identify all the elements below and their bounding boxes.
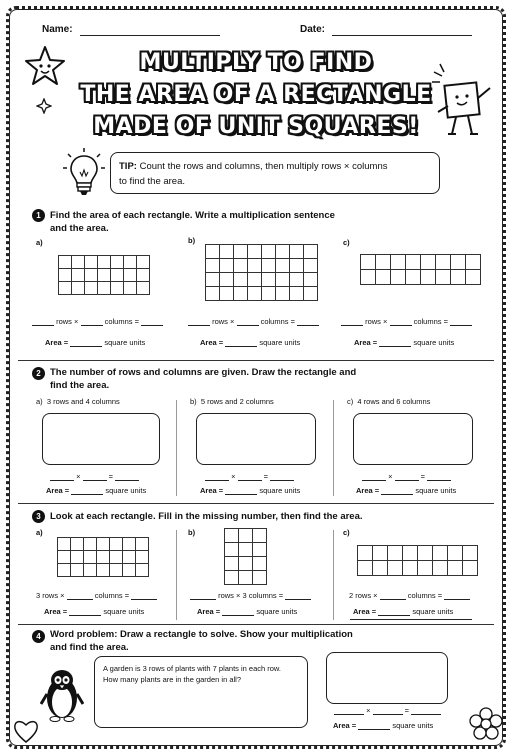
unit-square: [225, 529, 239, 543]
star-mascot-icon: [22, 44, 68, 88]
section-3c-sentence: 2 rows × columns =: [349, 591, 470, 600]
unit-square: [253, 543, 267, 557]
flower-icon: [468, 706, 504, 742]
drawing-box-2b[interactable]: [196, 413, 316, 465]
lightbulb-icon: [62, 146, 106, 200]
unit-square: [124, 282, 137, 295]
unit-square: [124, 269, 137, 282]
column-separator: [176, 530, 177, 620]
unit-square: [304, 259, 318, 273]
unit-square: [59, 269, 72, 282]
underline: [350, 619, 472, 620]
section-1b-area: Area = square units: [200, 338, 301, 347]
unit-square: [433, 561, 448, 576]
sparkle-icon: [36, 98, 52, 114]
drawing-box-2c[interactable]: [353, 413, 473, 465]
unit-square: [376, 255, 391, 270]
unit-square: [225, 543, 239, 557]
unit-square: [361, 255, 376, 270]
section-1b-letter: b): [188, 236, 196, 245]
unit-square: [97, 564, 110, 577]
date-field[interactable]: [332, 35, 472, 36]
unit-square: [421, 255, 436, 270]
unit-square: [111, 269, 124, 282]
unit-square: [123, 538, 136, 551]
square-mascot-icon: [430, 62, 496, 144]
unit-square: [403, 561, 418, 576]
unit-square: [290, 273, 304, 287]
date-label: Date:: [300, 24, 326, 35]
heart-icon: [12, 718, 40, 744]
unit-square: [220, 287, 234, 301]
unit-square: [262, 287, 276, 301]
divider: [18, 360, 494, 361]
unit-square: [234, 287, 248, 301]
unit-square: [406, 270, 421, 285]
unit-square: [206, 259, 220, 273]
section-2-number: 2: [32, 367, 45, 380]
section-4-number: 4: [32, 630, 45, 643]
section-3b-sentence: rows × 3 columns =: [190, 591, 311, 600]
unit-square: [71, 538, 84, 551]
unit-square: [137, 269, 150, 282]
section-1a-sentence: rows × columns =: [32, 317, 163, 326]
unit-square: [239, 557, 253, 571]
unit-square: [84, 538, 97, 551]
section-3c-area: Area = square units: [353, 607, 454, 616]
section-2-heading-line-1: The number of rows and columns are given. Draw the rectangle and: [50, 367, 357, 378]
unit-square: [84, 551, 97, 564]
section-4-heading-line-2: and find the area.: [50, 642, 129, 653]
title-line-2: THE AREA OF A RECTANGLE: [80, 82, 432, 107]
unit-square: [97, 538, 110, 551]
section-1-number: 1: [32, 209, 45, 222]
unit-square-grid: [224, 528, 267, 585]
unit-square: [406, 255, 421, 270]
section-3b-area: Area = square units: [197, 607, 298, 616]
unit-square: [391, 270, 406, 285]
unit-square: [239, 571, 253, 585]
unit-square: [466, 255, 481, 270]
drawing-box-2a[interactable]: [42, 413, 160, 465]
column-separator: [176, 400, 177, 496]
section-1c-area: Area = square units: [354, 338, 455, 347]
unit-square: [253, 557, 267, 571]
unit-square-grid: [357, 545, 478, 576]
unit-square: [239, 543, 253, 557]
tip-text-1: Count the rows and columns, then multiply rows × columns: [139, 161, 388, 172]
unit-square: [388, 546, 403, 561]
unit-square: [376, 270, 391, 285]
unit-square-grid: [58, 255, 150, 295]
unit-square: [358, 561, 373, 576]
section-2c-sentence: × =: [362, 472, 451, 481]
unit-square: [58, 538, 71, 551]
divider: [18, 624, 494, 625]
unit-square: [220, 273, 234, 287]
section-2c-area: Area = square units: [356, 486, 457, 495]
unit-square: [433, 546, 448, 561]
column-separator: [333, 400, 334, 496]
unit-square: [262, 259, 276, 273]
section-4-sentence: × =: [334, 706, 441, 715]
unit-square: [290, 245, 304, 259]
unit-square: [373, 546, 388, 561]
name-field[interactable]: [80, 35, 220, 36]
unit-square: [124, 256, 137, 269]
unit-square: [85, 256, 98, 269]
unit-square: [206, 287, 220, 301]
unit-square: [248, 245, 262, 259]
unit-square: [234, 245, 248, 259]
section-3b-letter: b): [188, 528, 196, 537]
unit-square-grid: [360, 254, 481, 285]
unit-square: [111, 256, 124, 269]
unit-square: [436, 270, 451, 285]
unit-square: [304, 287, 318, 301]
section-4-heading: [50, 628, 353, 654]
section-1-heading: [50, 209, 335, 235]
section-3a-area: Area = square units: [44, 607, 145, 616]
section-2b-area: Area = square units: [200, 486, 301, 495]
word-problem-box: [94, 656, 308, 728]
unit-square: [137, 256, 150, 269]
section-3-number: 3: [32, 510, 45, 523]
unit-square: [463, 561, 478, 576]
section-2a-sentence: × =: [50, 472, 139, 481]
unit-square: [239, 529, 253, 543]
unit-square-grid: [205, 244, 318, 301]
unit-square: [71, 551, 84, 564]
unit-square: [220, 259, 234, 273]
section-1c-letter: c): [343, 238, 350, 247]
unit-square: [111, 282, 124, 295]
unit-square: [137, 282, 150, 295]
tip-box: [110, 152, 440, 194]
title-line-3: MADE OF UNIT SQUARES!: [93, 114, 419, 139]
unit-square: [110, 564, 123, 577]
unit-square: [59, 256, 72, 269]
unit-square: [373, 561, 388, 576]
unit-square: [248, 287, 262, 301]
unit-square: [234, 273, 248, 287]
tip-label: TIP:: [119, 161, 137, 172]
divider: [18, 503, 494, 504]
unit-square: [304, 245, 318, 259]
unit-square: [276, 259, 290, 273]
unit-square: [234, 259, 248, 273]
unit-square: [72, 269, 85, 282]
section-2b-sentence: × =: [205, 472, 294, 481]
unit-square: [276, 287, 290, 301]
unit-square: [59, 282, 72, 295]
unit-square: [361, 270, 376, 285]
unit-square: [220, 245, 234, 259]
unit-square: [136, 564, 149, 577]
unit-square: [248, 273, 262, 287]
unit-square: [436, 255, 451, 270]
section-3a-sentence: 3 rows × columns =: [36, 591, 157, 600]
unit-square: [136, 551, 149, 564]
unit-square: [97, 551, 110, 564]
unit-square: [290, 259, 304, 273]
unit-square: [123, 551, 136, 564]
section-2a-area: Area = square units: [46, 486, 147, 495]
unit-square: [451, 255, 466, 270]
column-separator: [333, 530, 334, 620]
section-3-heading: Look at each rectangle. Fill in the missing number, then find the area.: [50, 511, 363, 522]
unit-square: [85, 269, 98, 282]
title-line-1: MULTIPLY TO FIND: [139, 50, 373, 75]
unit-square: [253, 529, 267, 543]
unit-square: [72, 282, 85, 295]
unit-square: [418, 546, 433, 561]
unit-square: [136, 538, 149, 551]
word-problem-line-1: A garden is 3 rows of plants with 7 plants in each row.: [103, 664, 282, 673]
unit-square-grid: [57, 537, 149, 577]
unit-square: [418, 561, 433, 576]
unit-square: [110, 538, 123, 551]
section-1c-sentence: rows × columns =: [341, 317, 472, 326]
section-2-heading-line-2: find the area.: [50, 380, 110, 391]
unit-square: [110, 551, 123, 564]
unit-square: [262, 273, 276, 287]
unit-square: [262, 245, 276, 259]
unit-square: [206, 245, 220, 259]
unit-square: [85, 282, 98, 295]
section-4-heading-line-1: Word problem: Draw a rectangle to solve. Show your multiplication: [50, 629, 353, 640]
penguin-icon: [40, 666, 84, 724]
unit-square: [421, 270, 436, 285]
unit-square: [388, 561, 403, 576]
unit-square: [71, 564, 84, 577]
unit-square: [72, 256, 85, 269]
unit-square: [304, 273, 318, 287]
section-1-heading-line-1: Find the area of each rectangle. Write a multiplication sentence: [50, 210, 335, 221]
section-3c-letter: c): [343, 528, 350, 537]
section-1a-area: Area = square units: [45, 338, 146, 347]
unit-square: [290, 287, 304, 301]
unit-square: [58, 551, 71, 564]
drawing-box-4[interactable]: [326, 652, 448, 704]
section-4-area: Area = square units: [333, 721, 434, 730]
section-2-heading: [50, 366, 356, 392]
unit-square: [448, 561, 463, 576]
unit-square: [98, 282, 111, 295]
tip-text-2: to find the area.: [119, 176, 186, 187]
unit-square: [403, 546, 418, 561]
section-2a-label: a) 3 rows and 4 columns: [36, 397, 120, 406]
unit-square: [225, 557, 239, 571]
unit-square: [358, 546, 373, 561]
unit-square: [98, 269, 111, 282]
unit-square: [84, 564, 97, 577]
section-1-heading-line-2: and the area.: [50, 223, 109, 234]
section-3a-letter: a): [36, 528, 43, 537]
section-2c-label: c) 4 rows and 6 columns: [347, 397, 431, 406]
section-1a-letter: a): [36, 238, 43, 247]
word-problem-line-2: How many plants are in the garden in all?: [103, 675, 241, 684]
section-1b-sentence: rows × columns =: [188, 317, 319, 326]
unit-square: [123, 564, 136, 577]
unit-square: [248, 259, 262, 273]
unit-square: [253, 571, 267, 585]
unit-square: [466, 270, 481, 285]
unit-square: [463, 546, 478, 561]
name-label: Name:: [42, 24, 73, 35]
unit-square: [58, 564, 71, 577]
section-2b-label: b) 5 rows and 2 columns: [190, 397, 274, 406]
unit-square: [206, 273, 220, 287]
unit-square: [451, 270, 466, 285]
unit-square: [276, 273, 290, 287]
unit-square: [225, 571, 239, 585]
unit-square: [276, 245, 290, 259]
unit-square: [448, 546, 463, 561]
unit-square: [391, 255, 406, 270]
unit-square: [98, 256, 111, 269]
